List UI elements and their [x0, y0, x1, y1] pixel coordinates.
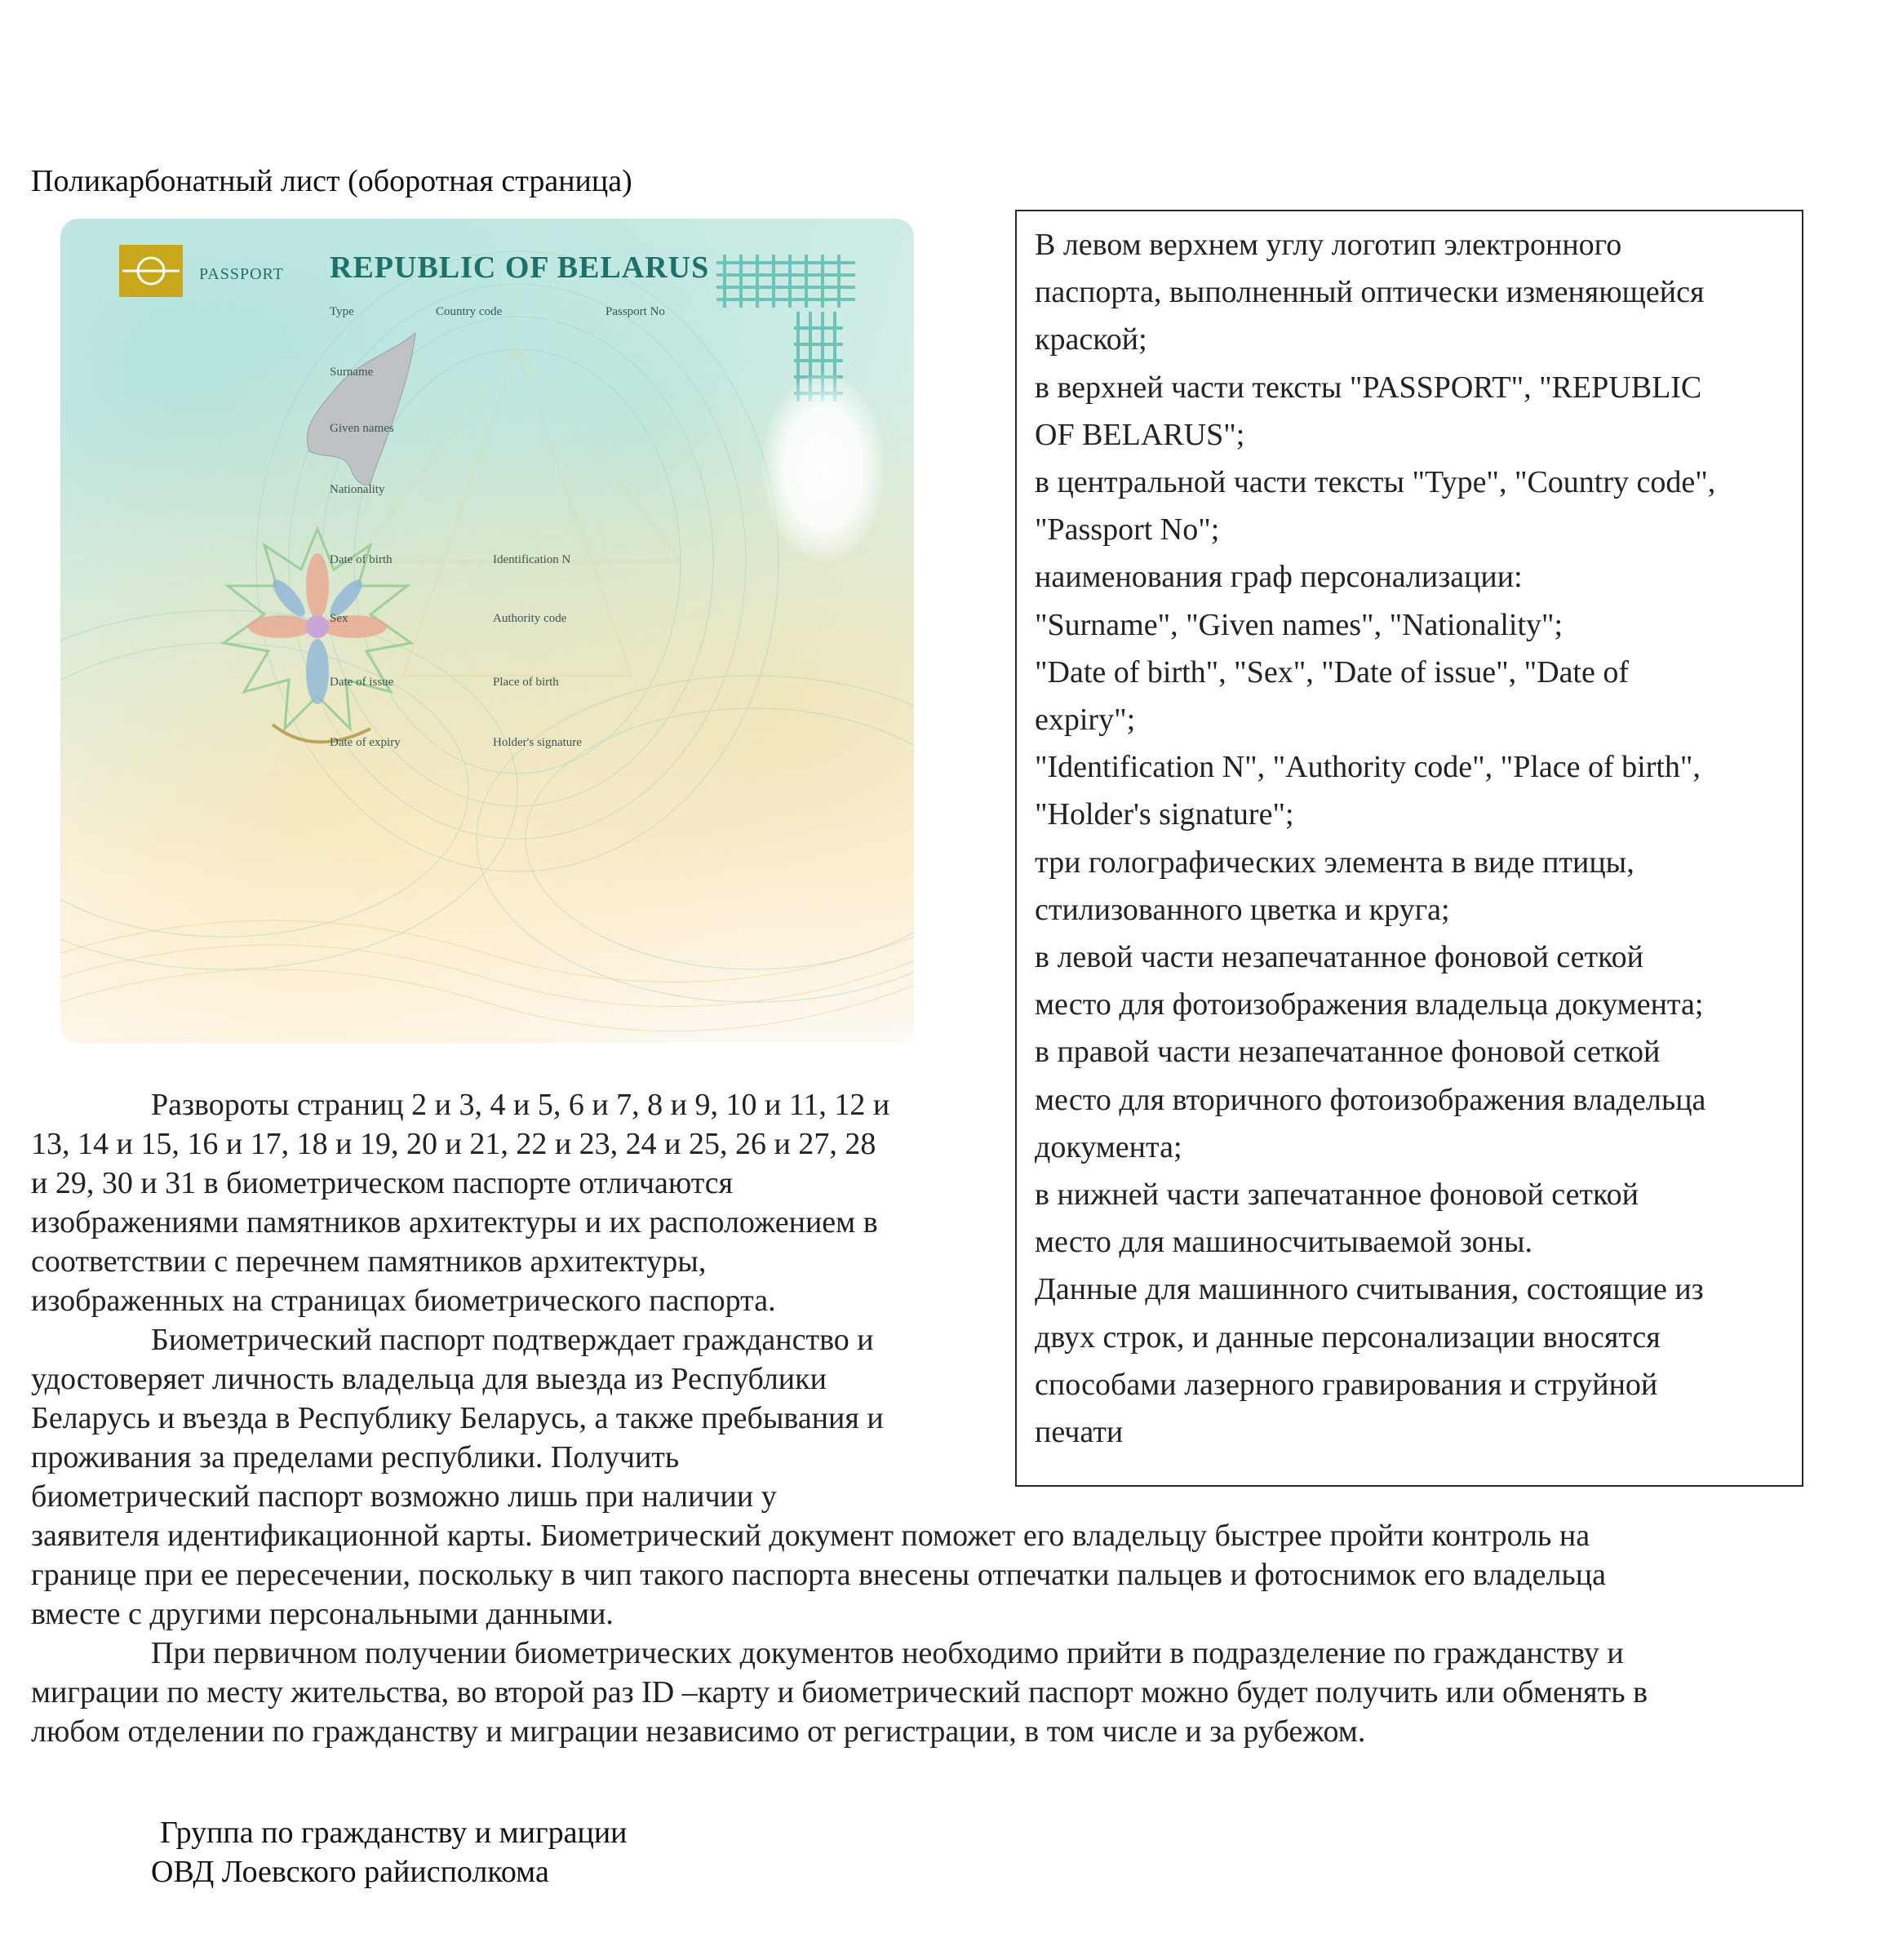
- paragraph-2-line: удостоверяет личность владельца для выезда из Республики: [31, 1362, 827, 1396]
- field-identification-n: Identification N: [493, 553, 571, 566]
- description-box: [1015, 210, 1803, 1487]
- paragraph-1-line: изображениями памятников архитектуры и их расположением в: [31, 1205, 878, 1239]
- description-line: "Holder's signature";: [1035, 797, 1294, 832]
- description-line: "Surname", "Given names", "Nationality";: [1035, 607, 1564, 642]
- description-line: "Passport No";: [1035, 512, 1220, 548]
- field-type: Type: [330, 305, 354, 318]
- description-line: в центральной части тексты "Type", "Country code",: [1035, 465, 1716, 500]
- field-date-of-birth: Date of birth: [330, 553, 393, 566]
- description-line: OF BELARUS";: [1035, 417, 1245, 452]
- field-date-of-expiry: Date of expiry: [330, 736, 401, 749]
- description-line: место для фотоизображения владельца документа;: [1035, 987, 1704, 1022]
- circle-hologram: [762, 374, 885, 561]
- paragraph-2-line: биометрический паспорт возможно лишь при наличии у: [31, 1479, 777, 1514]
- description-line: в правой части незапечатанное фоновой сеткой: [1035, 1035, 1661, 1070]
- description-line: стилизованного цветка и круга;: [1035, 892, 1450, 927]
- field-passport-no: Passport No: [605, 305, 665, 318]
- paragraph-2-line: вместе с другими персональными данными.: [31, 1597, 614, 1631]
- field-authority-code: Authority code: [493, 612, 567, 625]
- paragraph-3-line: любом отделении по гражданству и миграции независимо от регистрации, в том числе и за рубежом.: [31, 1714, 1366, 1749]
- description-line: В левом верхнем углу логотип электронного: [1035, 228, 1622, 262]
- paragraph-3-line: При первичном получении биометрических документов необходимо прийти в подразделение по гражданству и: [151, 1636, 1624, 1670]
- description-line: три голографических элемента в виде птицы,: [1035, 845, 1635, 880]
- description-line: способами лазерного гравирования и струйной: [1035, 1367, 1658, 1402]
- description-line: "Date of birth", "Sex", "Date of issue", "Date of: [1035, 654, 1630, 690]
- description-line: в нижней части запечатанное фоновой сеткой: [1035, 1177, 1639, 1213]
- page-title: Поликарбонатный лист (оборотная страница): [31, 164, 632, 198]
- paragraph-1-line: Развороты страниц 2 и 3, 4 и 5, 6 и 7, 8 и 9, 10 и 11, 12 и: [151, 1088, 890, 1122]
- description-line: место для вторичного фотоизображения владельца: [1035, 1082, 1706, 1117]
- paragraph-3-line: миграции по месту жительства, во второй раз ID –карту и биометрический паспорт можно будет получить или обменять в: [31, 1675, 1648, 1709]
- field-given-names: Given names: [330, 422, 394, 435]
- passport-label: PASSPORT: [199, 265, 284, 283]
- paragraph-2-line: Беларусь и въезда в Республику Беларусь, а также пребывания и: [31, 1401, 884, 1435]
- description-line: печати: [1035, 1415, 1124, 1450]
- description-line: место для машиносчитываемой зоны.: [1035, 1225, 1533, 1260]
- description-line: двух строк, и данные персонализации вносятся: [1035, 1319, 1661, 1355]
- signature-organization: ОВД Лоевского райисполкома: [151, 1855, 549, 1889]
- paragraph-1-line: изображенных на страницах биометрического паспорта.: [31, 1284, 776, 1318]
- field-date-of-issue: Date of issue: [330, 676, 394, 689]
- passport-image: [60, 219, 914, 1043]
- description-line: краской;: [1035, 322, 1147, 357]
- field-place-of-birth: Place of birth: [493, 676, 559, 689]
- description-line: в верхней части тексты "PASSPORT", "REPUBLIC: [1035, 370, 1702, 405]
- e-passport-logo: [119, 245, 183, 297]
- paragraph-2-line: проживания за пределами республики. Получить: [31, 1440, 680, 1474]
- paragraph-2-line: Биометрический паспорт подтверждает гражданство и: [151, 1323, 874, 1357]
- paragraph-1-line: 13, 14 и 15, 16 и 17, 18 и 19, 20 и 21, 22 и 23, 24 и 25, 26 и 27, 28: [31, 1127, 876, 1161]
- bird-hologram-icon: [293, 329, 424, 492]
- description-line: expiry";: [1035, 703, 1136, 738]
- republic-label: REPUBLIC OF BELARUS: [330, 251, 710, 285]
- field-surname: Surname: [330, 366, 374, 379]
- description-line: документа;: [1035, 1129, 1182, 1164]
- field-sex: Sex: [330, 612, 348, 625]
- description-line: Данные для машинного считывания, состоящие из: [1035, 1272, 1704, 1307]
- chip-logo-icon: [119, 245, 183, 297]
- paragraph-1-line: и 29, 30 и 31 в биометрическом паспорте отличаются: [31, 1166, 734, 1200]
- description-line: "Identification N", "Authority code", "Place of birth",: [1035, 750, 1701, 785]
- description-line: в левой части незапечатанное фоновой сеткой: [1035, 940, 1643, 975]
- paragraph-2-line: границе при ее пересечении, поскольку в чип такого паспорта внесены отпечатки пальцев и фотоснимок его владельца: [31, 1558, 1606, 1592]
- signature-department: Группа по гражданству и миграции: [160, 1816, 628, 1850]
- field-holders-signature: Holder's signature: [493, 736, 582, 749]
- description-line: наименования граф персонализации:: [1035, 560, 1523, 595]
- paragraph-2-line: заявителя идентификационной карты. Биометрический документ поможет его владельцу быстрее пройти контроль на: [31, 1519, 1590, 1553]
- paragraph-1-line: соответствии с перечнем памятников архитектуры,: [31, 1244, 707, 1279]
- field-nationality: Nationality: [330, 483, 385, 496]
- field-country-code: Country code: [436, 305, 503, 318]
- description-line: паспорта, выполненный оптически изменяющейся: [1035, 275, 1705, 310]
